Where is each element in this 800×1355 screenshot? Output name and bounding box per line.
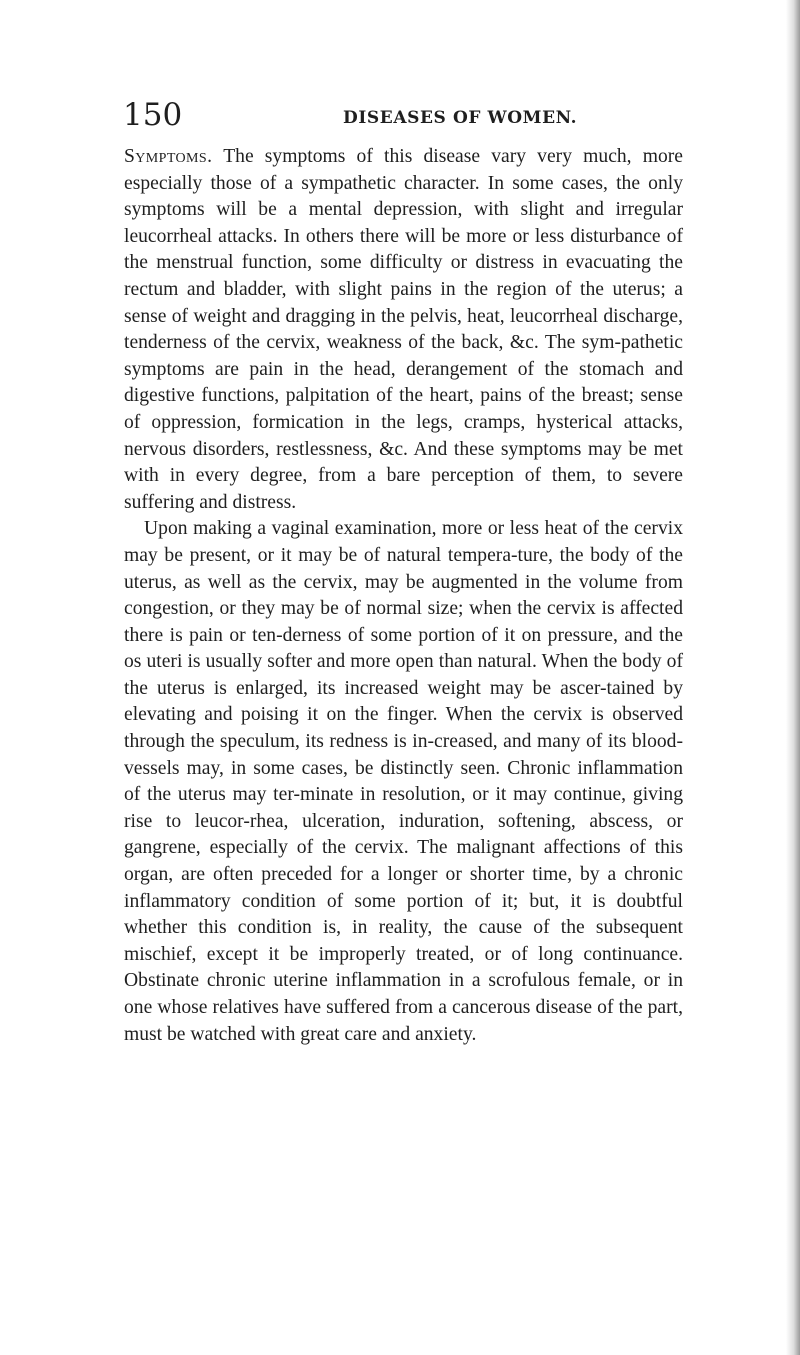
page-edge-shadow xyxy=(786,0,800,1355)
paragraph-examination xyxy=(124,516,683,1048)
section-lead: Symptoms. xyxy=(124,146,213,167)
paragraph-symptoms xyxy=(124,144,683,516)
running-head: DISEASES OF WOMEN. xyxy=(343,108,578,128)
paragraph-text: Upon making a vaginal examination, more or less heat of the cervix may be present, or it may be of natural tempera-ture, the body of the uterus, as well as the cervix, may be augmented in the volume from congestion, or they may be of normal size; when the cervix is affected there is pain or ten-derness of some portion of it on pressure, and the os uteri is usually softer and more open than natural. When the body of the uterus is enlarged, its increased weight may be ascer-tained by elevating and poising it on the finger. When the cervix is observed through the speculum, its redness is in-creased, and many of its blood-vessels may, in some cases, be distinctly seen. Chronic inflammation of the uterus may ter-minate in resolution, or it may continue, giving rise to leucor-rhea, ulceration, induration, softening, abscess, or gangrene, especially of the cervix. The malignant affections of this organ, are often preceded for a longer or shorter time, by a chronic inflammatory condition of some portion of it; but, it is doubtful whether this condition is, in reality, the cause of the subsequent mischief, except it be improperly treated, or of long continuance. Obstinate chronic uterine inflammation in a scrofulous female, or in one whose relatives have suffered from a cancerous disease of the part, must be watched with great care and anxiety. xyxy=(124,518,683,1045)
page-header xyxy=(123,98,683,138)
page-number: 150 xyxy=(123,97,183,133)
paragraph-text: The symptoms of this disease vary very much, more especially those of a sympathetic character. In some cases, the only symptoms will be a mental depression, with slight and irregular leucorrheal attacks. In others there will be more or less disturbance of the menstrual function, some difficulty or distress in evacuating the rectum and bladder, with slight pains in the region of the uterus; a sense of weight and dragging in the pelvis, heat, leucorrheal discharge, tenderness of the cervix, weakness of the back, &c. The sym-pathetic symptoms are pain in the head, derangement of the stomach and digestive functions, palpitation of the heart, pains of the breast; sense of oppression, formication in the legs, cramps, hysterical attacks, nervous disorders, restlessness, &c. And these symptoms may be met with in every degree, from a bare perception of them, to severe suffering and distress. xyxy=(124,146,683,513)
body-text xyxy=(124,144,683,1048)
